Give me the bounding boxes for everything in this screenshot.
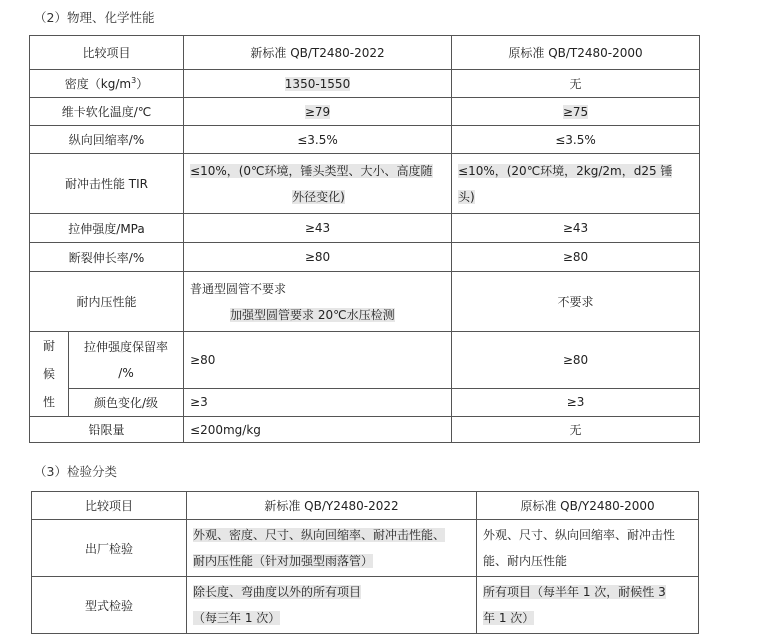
header-new-standard: 新标准 QB/Y2480-2022: [187, 492, 477, 520]
weather-group-label: [30, 332, 69, 417]
pressure-new-line2: 加强型圆管要求 20℃水压检测: [230, 307, 395, 322]
pressure-new: [184, 272, 452, 332]
row-label-type: 型式检验: [32, 577, 187, 634]
retention-new: ≥80: [184, 332, 452, 389]
row-label-factory: 出厂检验: [32, 520, 187, 577]
lead-old: 无: [452, 417, 700, 443]
lead-new: ≤200mg/kg: [184, 417, 452, 443]
header-item: 比较项目: [32, 492, 187, 520]
weather-char-1: 耐: [42, 339, 55, 353]
section2-heading: （2）物理、化学性能: [34, 10, 155, 25]
factory-old-line2: 能、耐内压性能: [483, 554, 568, 568]
type-old-line2: 年 1 次）: [483, 611, 535, 625]
color-new: ≥3: [184, 388, 452, 416]
impact-old-line2: 头): [458, 189, 475, 204]
pressure-old: 不要求: [452, 272, 700, 332]
density-label-superscript: 3: [131, 76, 137, 85]
shrink-new: ≤3.5%: [184, 126, 452, 154]
row-label-tensile: 拉伸强度/MPa: [30, 214, 184, 243]
physical-chemical-table: [29, 35, 700, 443]
row-label-color: 颜色变化/级: [69, 388, 184, 416]
row-label-elongation: 断裂伸长率/%: [30, 243, 184, 272]
header-new-standard: 新标准 QB/T2480-2022: [184, 36, 452, 70]
impact-old: [452, 154, 700, 214]
density-old: 无: [452, 70, 700, 98]
retention-label-line1: 拉伸强度保留率: [84, 339, 169, 354]
tensile-old: ≥43: [452, 214, 700, 243]
row-label-pressure: 耐内压性能: [30, 272, 184, 332]
weather-char-3: 性: [42, 395, 55, 409]
impact-old-line1: ≤10%，(20℃环境，2kg/2m，d25 锤: [458, 163, 673, 178]
table-row: [30, 272, 700, 332]
row-label-vicat: 维卡软化温度/℃: [30, 98, 184, 126]
factory-new-line1: 外观、密度、尺寸、纵向回缩率、耐冲击性能、: [193, 528, 446, 542]
table-row: [30, 417, 700, 443]
factory-new-line2: 耐内压性能（针对加强型雨落管）: [193, 554, 374, 568]
type-new: [187, 577, 477, 634]
header-old-standard: 原标准 QB/T2480-2000: [452, 36, 700, 70]
row-label-retention: [69, 332, 184, 389]
table-header-row: [32, 492, 699, 520]
weather-char-2: 候: [42, 367, 55, 381]
header-old-standard: 原标准 QB/Y2480-2000: [477, 492, 699, 520]
type-old: [477, 577, 699, 634]
elongation-new: ≥80: [184, 243, 452, 272]
retention-old: ≥80: [452, 332, 700, 389]
density-new-value: 1350-1550: [284, 76, 351, 91]
density-label-end: ）: [136, 77, 149, 91]
table-row: [32, 577, 699, 634]
table-row: [30, 332, 700, 389]
table-row: [32, 520, 699, 577]
table-row: [30, 243, 700, 272]
vicat-old-value: ≥75: [562, 104, 589, 119]
inspection-class-table: [31, 491, 699, 634]
retention-label-line2: /%: [118, 365, 134, 380]
impact-new-line1: ≤10%，(0℃环境，锤头类型、大小、高度随: [190, 163, 433, 178]
section3-heading: （3）检验分类: [34, 464, 117, 479]
density-new: [184, 70, 452, 98]
table-row: [30, 70, 700, 98]
table-header-row: [30, 36, 700, 70]
factory-new: [187, 520, 477, 577]
table-row: [30, 98, 700, 126]
elongation-old: ≥80: [452, 243, 700, 272]
type-new-line1: 除长度、弯曲度以外的所有项目: [193, 585, 362, 599]
table-row: [30, 154, 700, 214]
impact-new-line2: 外径变化): [292, 189, 345, 204]
type-old-line1: 所有项目（每半年 1 次，耐候性 3: [483, 585, 666, 599]
type-new-line2: （每三年 1 次）: [193, 611, 281, 625]
header-item: 比较项目: [30, 36, 184, 70]
table-row: [30, 388, 700, 416]
row-label-density: [30, 70, 184, 98]
vicat-old: [452, 98, 700, 126]
color-old: ≥3: [452, 388, 700, 416]
density-label-text: 密度（kg/m: [64, 77, 132, 91]
vicat-new-value: ≥79: [304, 104, 331, 119]
factory-old: [477, 520, 699, 577]
row-label-impact: 耐冲击性能 TIR: [30, 154, 184, 214]
row-label-shrink: 纵向回缩率/%: [30, 126, 184, 154]
vicat-new: [184, 98, 452, 126]
tensile-new: ≥43: [184, 214, 452, 243]
table-row: [30, 126, 700, 154]
pressure-new-line1: 普通型圆管不要求: [190, 281, 287, 296]
impact-new: [184, 154, 452, 214]
factory-old-line1: 外观、尺寸、纵向回缩率、耐冲击性: [483, 528, 676, 542]
table-row: [30, 214, 700, 243]
shrink-old: ≤3.5%: [452, 126, 700, 154]
row-label-lead: 铅限量: [30, 417, 184, 443]
